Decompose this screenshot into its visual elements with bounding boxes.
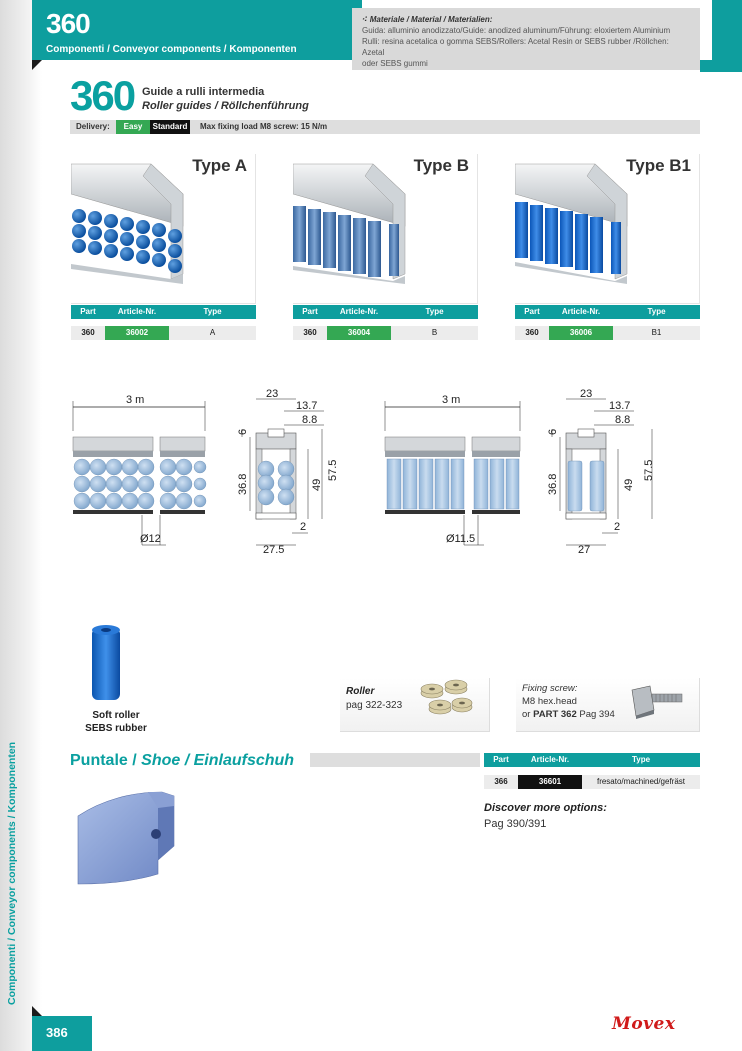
materials-line: oder SEBS gummi [362,59,428,68]
cell-part: 360 [81,328,95,337]
cell-article: 36004 [327,326,391,340]
materials-line: Rulli: resina acetalica o gomma SEBS/Rollers: Acetal Resin or SEBS rubber /Röllchen: Azetal [362,37,669,57]
product-card-type-b1 [515,154,700,304]
header-article: Article-Nr. [339,307,379,316]
roller-reference-title: Roller [346,686,375,697]
header-type: Type [647,307,666,316]
rollers-image [418,679,474,721]
screw-page-ref: Pag 394 [579,709,615,720]
delivery-easy-badge: Easy [116,120,150,134]
product-number: 360 [70,72,135,119]
header-article: Article-Nr. [561,307,601,316]
dim-width-1-a: 13.7 [296,400,318,412]
dim-width-top-a: 23 [266,388,279,400]
cell-article: 36002 [105,326,169,340]
header-part: Part [80,307,96,316]
cell-type: fresato/machined/gefräst [596,777,686,786]
shoe-title-it: Puntale / [70,752,137,769]
dim-height-2-a: 49 [311,478,323,491]
dim-width-2-a: 8.8 [302,414,318,426]
cross-section-type-b [552,399,652,545]
header-accent-bottom [700,60,742,72]
side-section-label: Componenti / Conveyor components / Komponenten [6,741,18,1005]
side-view-type-b [385,401,520,545]
product-title: Guide a rulli intermedia [142,86,265,98]
product-table-b1 [515,305,700,340]
soft-roller-label [76,709,156,735]
shoe-divider [310,753,480,767]
materials-line: Guida: alluminio anodizzato/Guide: anodized aluminum/Führung: eloxiertem Aluminium [362,26,671,35]
table-row [515,326,700,340]
card-type-title: Type B [413,156,469,175]
materials-icon: ⁖ [362,15,370,24]
dim-height-2-b: 49 [623,478,635,491]
dim-length-b: 3 m [442,394,461,406]
side-view-type-a [73,401,206,545]
roller-guide-b1-image [515,154,700,304]
footer-corner [32,1006,42,1016]
roller-guide-b-image [293,154,478,304]
fixing-screw-title: Fixing screw: [522,683,578,694]
roller-reference-pages: pag 322-323 [346,700,403,711]
product-table-a [71,305,256,340]
dim-gap-b: 2 [614,521,621,533]
product-card-type-b [293,154,478,304]
cell-type: B1 [651,328,662,337]
discover-more-title: Discover more options: [484,802,607,814]
product-table-b [293,305,478,340]
header-type: Type [203,307,222,316]
shoe-title-de: Einlaufschuh [193,752,295,769]
dim-diameter-a: Ø12 [140,533,161,545]
table-header [71,305,256,319]
shoe-table [484,753,700,789]
header-corner [32,60,42,70]
dim-gap-a: 2 [300,521,307,533]
dim-width-1-b: 13.7 [609,400,631,412]
dim-width-bottom-a: 27.5 [263,544,285,556]
table-header [293,305,478,319]
soft-roller-image [86,622,126,704]
dim-diameter-b: Ø11.5 [446,533,476,545]
technical-drawings [60,385,710,565]
delivery-standard-badge: Standard [150,120,190,134]
cell-article: 36601 [518,775,582,789]
delivery-bar [70,120,700,134]
materials-title: Materiale / Material / Materialien: [369,15,493,24]
fixing-screw-alternative [522,709,615,720]
cell-article: 36006 [549,326,613,340]
dim-height-1-a: 36.8 [237,473,249,495]
screw-or: or [522,709,531,720]
header-article: Article-Nr. [530,755,570,764]
product-card-type-a [71,154,256,304]
product-title-translation: Roller guides / Röllchenführung [142,100,309,112]
shoe-image [72,786,184,890]
soft-roller-line: Soft roller [92,710,140,721]
soft-roller-line: SEBS rubber [85,723,147,734]
table-row [293,326,478,340]
header-part: Part [302,307,318,316]
roller-guide-a-image [71,154,256,304]
fixing-screw-spec: M8 hex.head [522,696,577,707]
materials-box [352,8,700,70]
cell-type: A [209,328,216,337]
header-part: Part [524,307,540,316]
movex-logo: Movex [612,1014,676,1034]
header-type: Type [631,755,651,764]
table-row [484,775,700,789]
cell-part: 366 [494,777,508,786]
dim-height-3-a: 57.5 [327,459,339,481]
screw-image [628,684,688,720]
dim-length-a: 3 m [126,394,145,406]
dim-width-bottom-b: 27 [578,544,591,556]
shoe-section-title [70,752,294,770]
header-article: Article-Nr. [117,307,157,316]
header-accent [712,0,742,60]
dim-width-top-b: 23 [580,388,593,400]
table-row [71,326,256,340]
card-type-title: Type A [192,156,247,175]
dim-height-1-b: 36.8 [547,473,559,495]
screw-part-ref: PART 362 [533,709,577,720]
discover-more-pages: Pag 390/391 [484,818,547,830]
table-header [515,305,700,319]
header-part: Part [493,755,509,764]
dim-height-top-a: 6 [237,428,249,435]
cell-part: 360 [525,328,539,337]
dim-width-2-b: 8.8 [615,414,631,426]
dim-height-top-b: 6 [547,428,559,435]
table-header [484,753,700,767]
shoe-title-en: Shoe / [141,752,190,769]
page-number: 386 [46,1025,68,1040]
header-type: Type [425,307,444,316]
dim-height-3-b: 57.5 [643,459,655,481]
max-load-note: Max fixing load M8 screw: 15 N/m [200,122,328,131]
cell-type: B [431,328,438,337]
header-number: 360 [46,8,90,39]
header-subtitle: Componenti / Conveyor components / Komponenten [46,44,297,55]
card-type-title: Type B1 [626,156,691,175]
delivery-label: Delivery: [76,122,110,131]
cell-part: 360 [303,328,317,337]
